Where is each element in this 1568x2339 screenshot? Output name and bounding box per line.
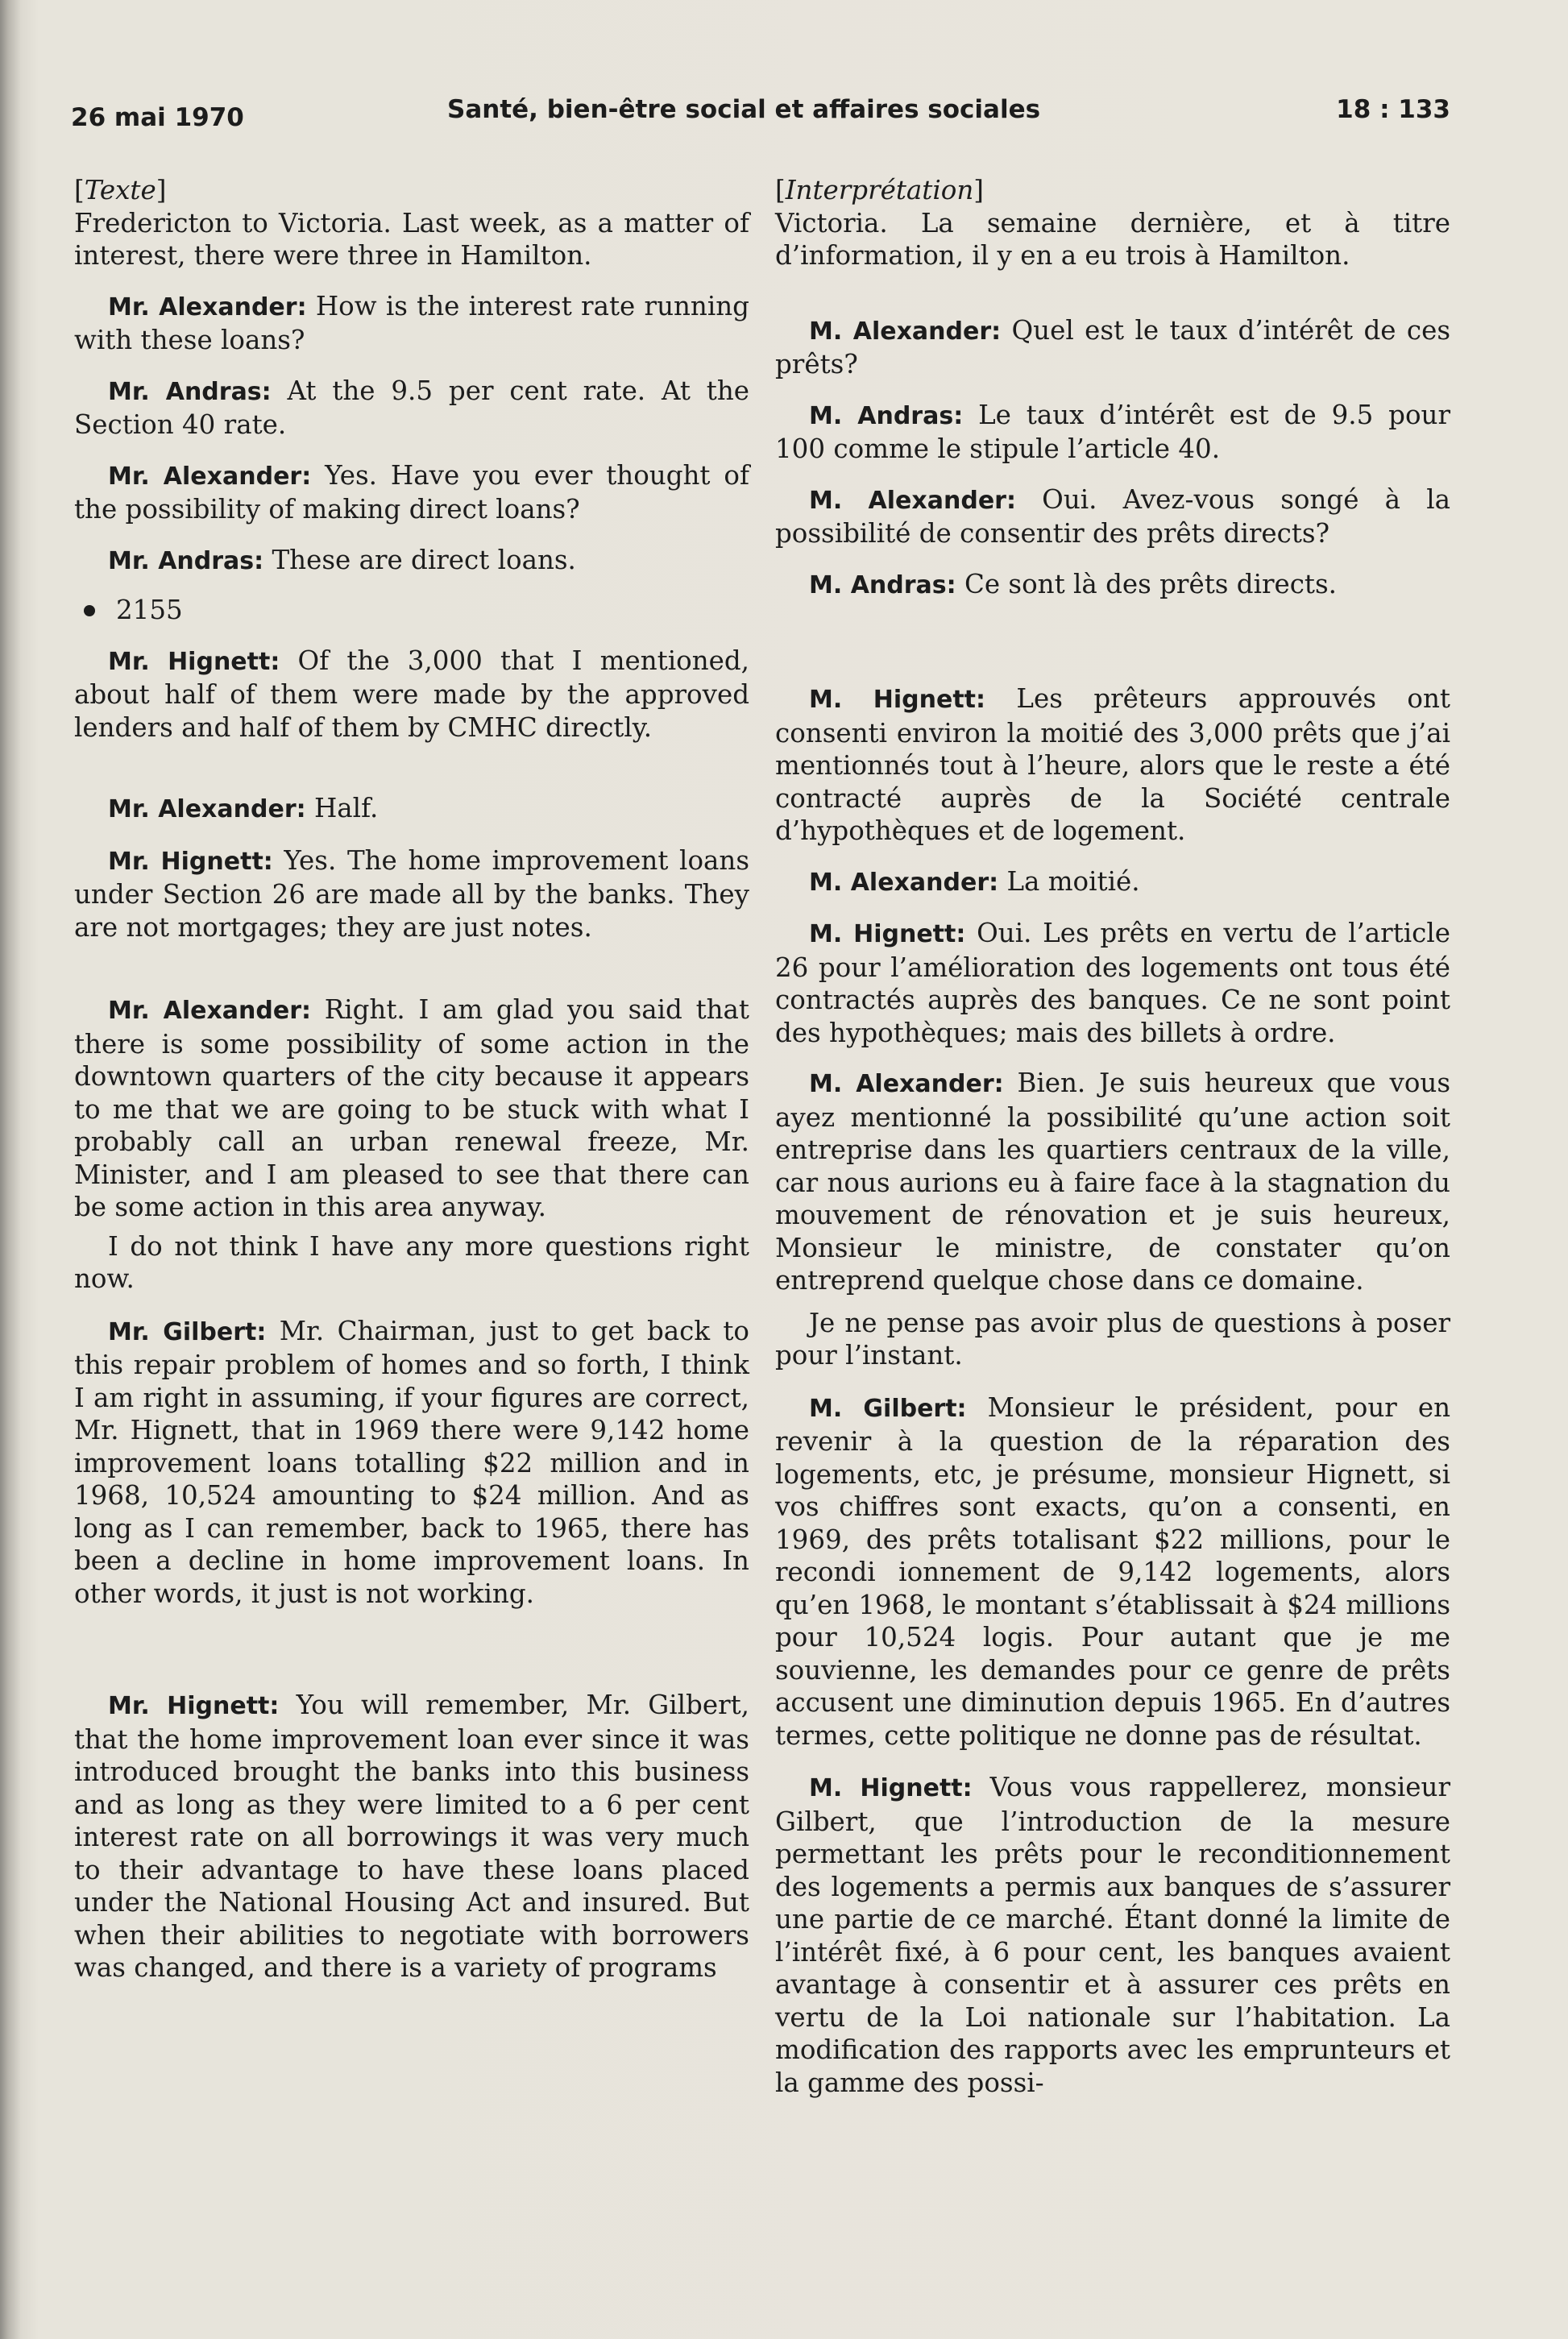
speech-text: Quel est le taux d’intérêt de ces prêts?	[775, 314, 1450, 379]
speech-text: Les prêteurs approuvés ont consenti environ la moitié des 3,000 prêts que j’ai mentionnés tout à l’heure, alors que le reste a été contracté auprès de la Société centrale d’hypothèques et de logement.	[775, 683, 1450, 846]
speaker-name: Mr. Alexander:	[108, 997, 312, 1025]
speaker-name: M. Alexander:	[809, 317, 1002, 346]
speaker-name: Mr. Alexander:	[108, 795, 306, 823]
header-date: 26 mai 1970	[71, 103, 244, 132]
left-paragraph-8	[74, 993, 749, 1224]
speaker-name: Mr. Gilbert:	[108, 1317, 267, 1346]
right-paragraph-3	[775, 483, 1450, 550]
speech-text: Oui. Les prêts en vertu de l’article 26 pour l’amélioration des logements ont tous été contractés auprès des banques. Ce ne sont point des hypothèques; mais des billets à ordre.	[775, 918, 1450, 1048]
page-header	[71, 95, 1450, 143]
speaker-name: M. Gilbert:	[809, 1394, 967, 1423]
right-column	[775, 174, 1450, 2099]
speaker-name: M. Alexander:	[809, 868, 999, 897]
bullet-icon	[84, 605, 95, 616]
left-label-text: Texte	[84, 175, 156, 205]
left-column	[74, 174, 749, 1984]
speech-text: Oui. Avez-vous songé à la possibilité de consentir des prêts directs?	[775, 483, 1450, 549]
right-label: [Interprétation]	[775, 175, 984, 205]
speech-text: Monsieur le président, pour en revenir à la question de la réparation des logements, etc, je présume, monsieur Hignett, si vos chiffres sont exacts, qu’on a consenti, en 1969, des prêts totalisant $22 millions, pour le recondi ionnement de 9,142 logements, alors qu’en 1968, le montant s’établissait à $24 millions pour 10,524 logis. Pour autant que je me souvienne, les demandes pour ce genre de prêts accusent une diminution depuis 1965. En d’autres termes, cette politique ne donne pas de résultat.	[775, 1391, 1450, 1751]
left-paragraph-9: I do not think I have any more questions right now.	[74, 1230, 749, 1294]
left-paragraph-0: Fredericton to Victoria. Last week, as a matter of interest, there were three in Hamilton.	[74, 207, 749, 271]
header-title: Santé, bien-être social et affaires sociales	[447, 95, 1041, 124]
right-paragraph-0: Victoria. La semaine dernière, et à titre d’information, il y en a eu trois à Hamilton.	[775, 207, 1450, 271]
header-page-number: 18 : 133	[1336, 95, 1450, 124]
speaker-name: Mr. Hignett:	[108, 647, 280, 676]
time-marker-text: 2155	[116, 595, 183, 625]
speaker-name: M. Alexander:	[809, 486, 1016, 515]
time-marker	[74, 594, 749, 627]
speech-text: Right. I am glad you said that there is some possibility of some action in the downtown quarters of the city because it appears to me that we are going to be stuck with what I probably call an urban renewal freeze, Mr. Minister, and I am pleased to see that there can be some action in this area anyway.	[74, 994, 749, 1222]
speaker-name: Mr. Hignett:	[108, 847, 273, 876]
speaker-name: M. Alexander:	[809, 1070, 1004, 1098]
speech-text: Yes. The home improvement loans under Section 26 are made all by the banks. They are not mortgages; they are just notes.	[74, 844, 749, 943]
right-paragraph-7	[775, 917, 1450, 1049]
speaker-name: Mr. Alexander:	[108, 292, 307, 321]
speech-text: At the 9.5 per cent rate. At the Section 40 rate.	[74, 375, 749, 440]
speech-text: Half.	[305, 793, 379, 823]
speech-text: Mr. Chairman, just to get back to this repair problem of homes and so forth, I think I am right in assuming, if your figures are correct, Mr. Hignett, that in 1969 there were 9,142 home improvement loans totalling $22 million and in 1968, 10,524 amounting to $24 million. And as long as I can remember, back to 1965, there has been a decline in home improvement loans. In other words, it just is not working.	[74, 1315, 749, 1609]
right-paragraph-6	[775, 865, 1450, 900]
right-paragraph-2	[775, 399, 1450, 466]
left-paragraph-6	[74, 792, 749, 827]
speech-text: Yes. Have you ever thought of the possibility of making direct loans?	[74, 459, 750, 525]
speaker-name: Mr. Hignett:	[108, 1692, 280, 1720]
speaker-name: Mr. Andras:	[108, 377, 272, 406]
left-paragraph-7	[74, 844, 749, 944]
right-paragraph-8	[775, 1067, 1450, 1297]
left-paragraph-5	[74, 645, 749, 744]
speech-text: Vous vous rappellerez, monsieur Gilbert, que l’introduction de la mesure permettant les prêts pour le reconditionnement des logements a permis aux banques de s’assurer une partie de ce marché. Étant donné la limite de l’intérêt fixé, à 6 pour cent, les banques avaient avantage à consentir et à assurer ces prêts en vertu de la Loi nationale sur l’habitation. La modification des rapports avec les emprunteurs et la gamme des possi-	[775, 1772, 1450, 2098]
left-paragraph-4	[74, 544, 749, 579]
speech-text: Ce sont là des prêts directs.	[956, 568, 1338, 599]
speech-text: How is the interest rate running with these loans?	[74, 290, 749, 355]
right-paragraph-10	[775, 1391, 1450, 1752]
speech-text: You will remember, Mr. Gilbert, that the home improvement loan ever since it was introduced brought the banks into this business and as long as they were limited to a 6 per cent interest rate on all borrowings it was very much to their advantage to have these loans placed under the National Housing Act and insured. But when their abilities to negotiate with borrowers was changed, and there is a variety of programs	[74, 1690, 749, 1983]
left-paragraph-10	[74, 1315, 749, 1611]
speech-text: La moitié.	[998, 865, 1140, 897]
speech-text: These are direct loans.	[263, 544, 576, 575]
right-paragraph-1	[775, 314, 1450, 381]
left-paragraph-1	[74, 290, 749, 357]
speaker-name: Mr. Andras:	[108, 546, 264, 575]
left-paragraph-11	[74, 1689, 749, 1984]
right-label-text: Interprétation	[785, 175, 974, 205]
left-paragraph-2	[74, 375, 749, 442]
speech-text: Bien. Je suis heureux que vous ayez mentionné la possibilité qu’une action soit entreprise dans les quartiers centraux de la ville, car nous aurions eu à faire face à la stagnation du mouvement de rénovation et je suis heureux, Monsieur le ministre, de constater qu’on entreprend quelque chose dans ce domaine.	[775, 1068, 1450, 1296]
right-paragraph-11	[775, 1771, 1450, 2099]
speech-text: Le taux d’intérêt est de 9.5 pour 100 comme le stipule l’article 40.	[775, 399, 1450, 464]
speaker-name: M. Hignett:	[809, 920, 966, 948]
right-paragraph-9: Je ne pense pas avoir plus de questions à poser pour l’instant.	[775, 1307, 1450, 1371]
right-paragraph-4	[775, 568, 1450, 603]
right-paragraph-5	[775, 682, 1450, 848]
speaker-name: M. Andras:	[809, 401, 964, 430]
speaker-name: M. Hignett:	[809, 686, 986, 714]
speaker-name: M. Hignett:	[809, 1774, 973, 1802]
left-paragraph-3	[74, 459, 749, 526]
speaker-name: M. Andras:	[809, 570, 956, 599]
left-label: [Texte]	[74, 175, 167, 205]
speaker-name: Mr. Alexander:	[108, 462, 312, 491]
speech-text: Of the 3,000 that I mentioned, about half of them were made by the approved lenders and half of them by CMHC directly.	[74, 645, 749, 743]
